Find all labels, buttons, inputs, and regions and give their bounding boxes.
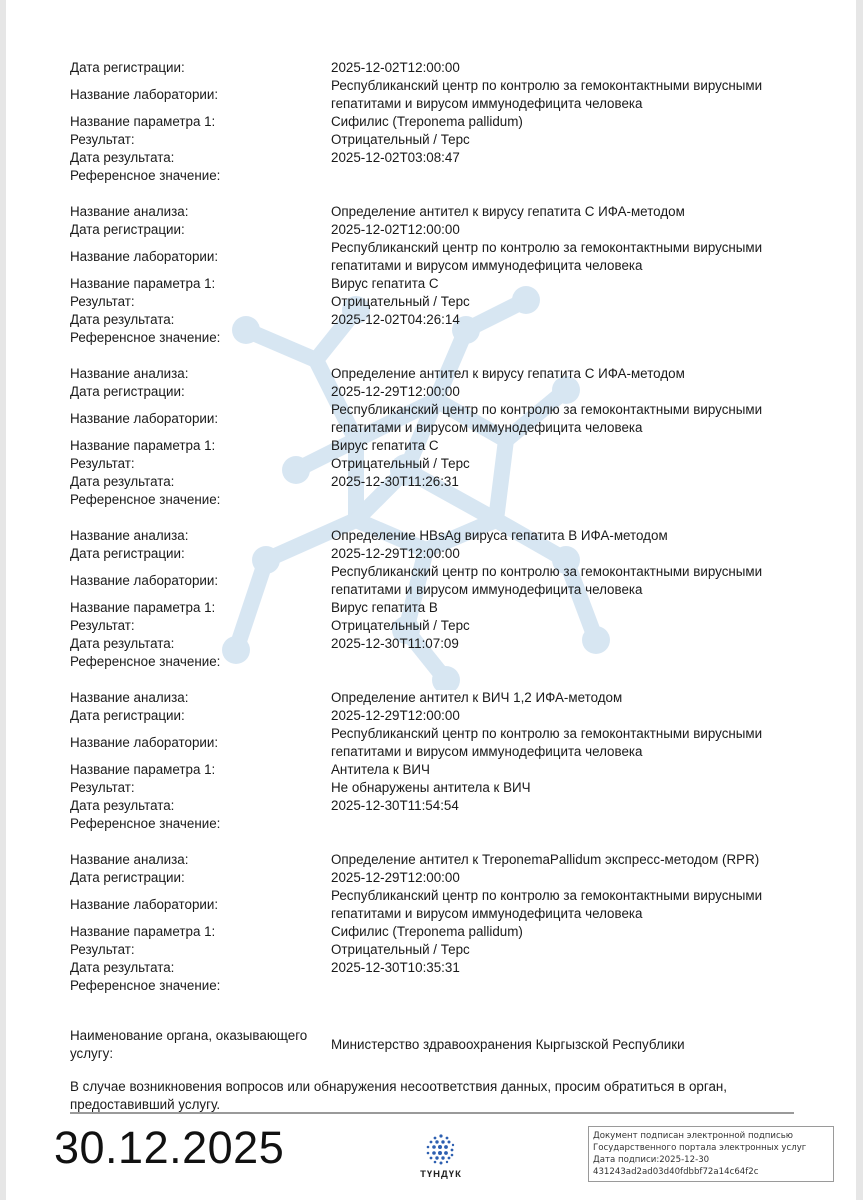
- lab-name-line1: Республиканский центр по контролю за гемоконтактными вирусными: [331, 726, 763, 741]
- result-date-label: Дата результата:: [70, 636, 175, 651]
- result-row: [70, 941, 800, 959]
- analysis-name-row: [70, 203, 800, 221]
- result-value: Отрицательный / Терс: [331, 294, 470, 309]
- reference-row: [70, 653, 800, 671]
- analysis-name-value: Определение антител к вирусу гепатита С ИФА-методом: [331, 366, 685, 381]
- reference-value: [331, 329, 800, 347]
- service-org-label: Наименование органа, оказывающего услугу:: [70, 1028, 308, 1061]
- results-list: [70, 59, 800, 1013]
- param-value: Вирус гепатита С: [331, 276, 439, 291]
- result-date-value: 2025-12-30T11:54:54: [331, 798, 459, 813]
- result-row: [70, 779, 800, 797]
- result-label: Результат:: [70, 294, 135, 309]
- result-date-row: [70, 311, 800, 329]
- lab-name-line2: гепатитами и вирусом иммунодефицита человека: [331, 96, 643, 111]
- param-label: Название параметра 1:: [70, 600, 216, 615]
- lab-name-row: [70, 239, 800, 275]
- registration-date-label: Дата регистрации:: [70, 222, 185, 237]
- lab-name-line2: гепатитами и вирусом иммунодефицита человека: [331, 582, 643, 597]
- result-date-value: 2025-12-30T11:07:09: [331, 636, 459, 651]
- reference-label: Референсное значение:: [70, 492, 221, 507]
- result-row: [70, 293, 800, 311]
- registration-date-row: [70, 59, 800, 77]
- result-date-label: Дата результата:: [70, 312, 175, 327]
- analysis-name-value: Определение антител к ВИЧ 1,2 ИФА-методом: [331, 690, 623, 705]
- signature-line: Государственного портала электронных услуг: [593, 1143, 807, 1153]
- result-section: [70, 59, 800, 185]
- lab-name-row: [70, 725, 800, 761]
- reference-value: [331, 977, 800, 995]
- result-value: Отрицательный / Терс: [331, 132, 470, 147]
- param-value: Сифилис (Treponema pallidum): [331, 924, 523, 939]
- tunduk-logo: [411, 1133, 471, 1193]
- reference-row: [70, 491, 800, 509]
- reference-row: [70, 815, 800, 833]
- result-label: Результат:: [70, 456, 135, 471]
- footer-divider: [70, 1112, 794, 1114]
- result-label: Результат:: [70, 132, 135, 147]
- reference-label: Референсное значение:: [70, 330, 221, 345]
- param-label: Название параметра 1:: [70, 438, 216, 453]
- registration-date-value: 2025-12-29T12:00:00: [331, 546, 460, 561]
- registration-date-value: 2025-12-02T12:00:00: [331, 222, 460, 237]
- lab-name-line1: Республиканский центр по контролю за гемоконтактными вирусными: [331, 564, 763, 579]
- param-value: Вирус гепатита С: [331, 438, 439, 453]
- registration-date-label: Дата регистрации:: [70, 708, 185, 723]
- lab-name-value: [331, 563, 800, 599]
- analysis-name-row: [70, 689, 800, 707]
- analysis-name-label: Название анализа:: [70, 528, 189, 543]
- lab-name-line2: гепатитами и вирусом иммунодефицита человека: [331, 258, 643, 273]
- result-section: [70, 203, 800, 347]
- param-row: [70, 761, 800, 779]
- result-row: [70, 617, 800, 635]
- param-row: [70, 437, 800, 455]
- registration-date-label: Дата регистрации:: [70, 384, 185, 399]
- result-date-row: [70, 149, 800, 167]
- logo-text: ТҮНДҮК: [420, 1169, 462, 1180]
- analysis-name-label: Название анализа:: [70, 852, 189, 867]
- signature-date: Дата подписи:2025-12-30: [593, 1155, 710, 1165]
- reference-value: [331, 815, 800, 833]
- reference-value: [331, 167, 800, 185]
- result-value: Отрицательный / Терс: [331, 942, 470, 957]
- registration-date-label: Дата регистрации:: [70, 60, 185, 75]
- param-row: [70, 599, 800, 617]
- reference-row: [70, 977, 800, 995]
- reference-label: Референсное значение:: [70, 978, 221, 993]
- registration-date-row: [70, 545, 800, 563]
- lab-name-line1: Республиканский центр по контролю за гемоконтактными вирусными: [331, 240, 763, 255]
- lab-name-row: [70, 77, 800, 113]
- lab-name-label: Название лаборатории:: [70, 411, 219, 426]
- result-value: Не обнаружены антитела к ВИЧ: [331, 780, 531, 795]
- reference-row: [70, 329, 800, 347]
- registration-date-value: 2025-12-29T12:00:00: [331, 384, 460, 399]
- param-label: Название параметра 1:: [70, 114, 216, 129]
- lab-name-value: [331, 887, 800, 923]
- registration-date-row: [70, 383, 800, 401]
- result-label: Результат:: [70, 942, 135, 957]
- lab-name-label: Название лаборатории:: [70, 573, 219, 588]
- result-section: [70, 365, 800, 509]
- param-value: Сифилис (Treponema pallidum): [331, 114, 523, 129]
- result-date-value: 2025-12-30T11:26:31: [331, 474, 459, 489]
- lab-name-line2: гепатитами и вирусом иммунодефицита человека: [331, 906, 643, 921]
- lab-name-label: Название лаборатории:: [70, 249, 219, 264]
- registration-date-value: 2025-12-29T12:00:00: [331, 708, 460, 723]
- result-section: [70, 689, 800, 833]
- analysis-name-row: [70, 527, 800, 545]
- analysis-name-label: Название анализа:: [70, 204, 189, 219]
- lab-name-row: [70, 401, 800, 437]
- result-value: Отрицательный / Терс: [331, 618, 470, 633]
- stamp-date: 30.12.2025: [54, 1122, 285, 1173]
- lab-name-line1: Республиканский центр по контролю за гемоконтактными вирусными: [331, 78, 763, 93]
- result-date-label: Дата результата:: [70, 150, 175, 165]
- param-row: [70, 923, 800, 941]
- reference-label: Референсное значение:: [70, 168, 221, 183]
- document-page: [6, 0, 856, 1200]
- result-date-label: Дата результата:: [70, 960, 175, 975]
- lab-name-line2: гепатитами и вирусом иммунодефицита человека: [331, 744, 643, 759]
- result-date-row: [70, 797, 800, 815]
- registration-date-value: 2025-12-29T12:00:00: [331, 870, 460, 885]
- lab-name-line2: гепатитами и вирусом иммунодефицита человека: [331, 420, 643, 435]
- analysis-name-label: Название анализа:: [70, 690, 189, 705]
- lab-name-label: Название лаборатории:: [70, 897, 219, 912]
- globe-dots-icon: [424, 1133, 458, 1167]
- result-value: Отрицательный / Терс: [331, 456, 470, 471]
- param-row: [70, 275, 800, 293]
- registration-date-row: [70, 221, 800, 239]
- reference-value: [331, 653, 800, 671]
- signature-line: Документ подписан электронной подписью: [593, 1131, 794, 1141]
- lab-name-line1: Республиканский центр по контролю за гемоконтактными вирусными: [331, 402, 763, 417]
- registration-date-row: [70, 707, 800, 725]
- reference-row: [70, 167, 800, 185]
- registration-date-label: Дата регистрации:: [70, 870, 185, 885]
- result-label: Результат:: [70, 780, 135, 795]
- analysis-name-row: [70, 851, 800, 869]
- signature-hash: 431243ad2ad03d40fdbbf72a14c64f2c: [593, 1167, 759, 1177]
- result-date-row: [70, 473, 800, 491]
- reference-label: Референсное значение:: [70, 654, 221, 669]
- lab-name-line1: Республиканский центр по контролю за гемоконтактными вирусными: [331, 888, 763, 903]
- analysis-name-value: Определение антител к TreponemaPallidum экспресс-методом (RPR): [331, 852, 760, 867]
- registration-date-label: Дата регистрации:: [70, 546, 185, 561]
- lab-name-row: [70, 887, 800, 923]
- analysis-name-value: Определение антител к вирусу гепатита С ИФА-методом: [331, 204, 685, 219]
- result-label: Результат:: [70, 618, 135, 633]
- registration-date-value: 2025-12-02T12:00:00: [331, 60, 460, 75]
- lab-name-row: [70, 563, 800, 599]
- lab-name-label: Название лаборатории:: [70, 735, 219, 750]
- service-org-value: Министерство здравоохранения Кыргызской Республики: [331, 1037, 685, 1052]
- result-date-value: 2025-12-30T10:35:31: [331, 960, 460, 975]
- result-date-row: [70, 635, 800, 653]
- analysis-name-row: [70, 365, 800, 383]
- result-date-value: 2025-12-02T04:26:14: [331, 312, 460, 327]
- param-label: Название параметра 1:: [70, 276, 216, 291]
- e-signature-box: [588, 1126, 834, 1182]
- contact-note: В случае возникновения вопросов или обнаружения несоответствия данных, просим обратиться в орган, предоставивший услугу.: [70, 1079, 728, 1112]
- reference-value: [331, 491, 800, 509]
- param-label: Название параметра 1:: [70, 762, 216, 777]
- lab-name-value: [331, 401, 800, 437]
- result-date-row: [70, 959, 800, 977]
- param-value: Вирус гепатита В: [331, 600, 438, 615]
- analysis-name-value: Определение HBsAg вируса гепатита В ИФА-методом: [331, 528, 668, 543]
- lab-name-value: [331, 77, 800, 113]
- param-row: [70, 113, 800, 131]
- result-row: [70, 455, 800, 473]
- lab-name-value: [331, 725, 800, 761]
- param-value: Антитела к ВИЧ: [331, 762, 430, 777]
- reference-label: Референсное значение:: [70, 816, 221, 831]
- result-date-label: Дата результата:: [70, 798, 175, 813]
- param-label: Название параметра 1:: [70, 924, 216, 939]
- result-date-value: 2025-12-02T03:08:47: [331, 150, 460, 165]
- registration-date-row: [70, 869, 800, 887]
- result-date-label: Дата результата:: [70, 474, 175, 489]
- result-section: [70, 851, 800, 995]
- lab-name-label: Название лаборатории:: [70, 87, 219, 102]
- result-section: [70, 527, 800, 671]
- result-row: [70, 131, 800, 149]
- analysis-name-label: Название анализа:: [70, 366, 189, 381]
- lab-name-value: [331, 239, 800, 275]
- service-organization: [70, 1027, 800, 1063]
